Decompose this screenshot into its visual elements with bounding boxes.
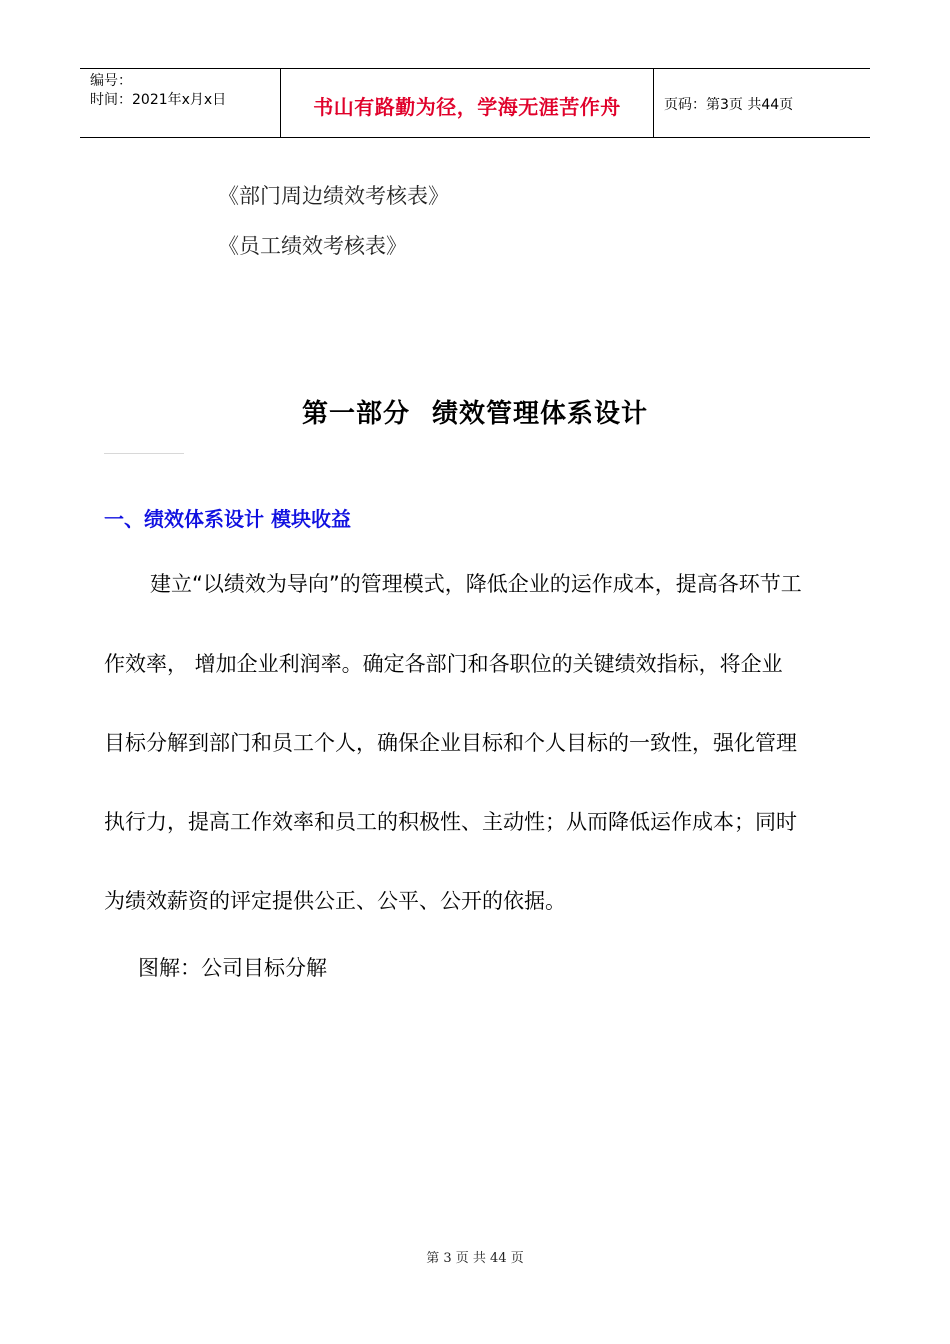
page-footer: 第 3 页 共 44 页 — [426, 1251, 524, 1266]
part-name: 绩效管理体系设计 — [432, 399, 649, 429]
section-heading: 一、绩效体系设计 模块收益 — [104, 507, 351, 531]
header-page-cell — [654, 69, 870, 137]
body-line-4: 执行力，提高工作效率和员工的积极性、主动性；从而降低运作成本；同时 — [104, 810, 797, 834]
header-motto-cell — [281, 69, 654, 137]
intro-item-dept-form: 《部门周边绩效考核表》 — [218, 184, 449, 208]
doc-date: 时间：2021年x月x日 — [90, 92, 227, 108]
header-meta-cell — [80, 69, 281, 137]
header-motto: 书山有路勤为径，学海无涯苦作舟 — [313, 95, 621, 119]
doc-number-label: 编号： — [90, 73, 132, 89]
body-line-1: 建立“以绩效为导向”的管理模式，降低企业的运作成本，提高各环节工 — [150, 572, 802, 596]
intro-item-employee-form: 《员工绩效考核表》 — [218, 234, 407, 258]
part-number: 第一部分 — [301, 399, 410, 429]
body-line-5: 为绩效薪资的评定提供公正、公平、公开的依据。 — [104, 889, 566, 913]
body-line-2: 作效率， 增加企业利润率。确定各部门和各职位的关键绩效指标，将企业 — [104, 652, 783, 676]
part-title — [0, 393, 950, 430]
divider — [104, 453, 184, 454]
figure-caption: 图解：公司目标分解 — [138, 956, 327, 980]
page-header — [80, 68, 870, 138]
body-line-3: 目标分解到部门和员工个人，确保企业目标和个人目标的一致性，强化管理 — [104, 731, 797, 755]
header-page-info: 页码：第3页 共44页 — [664, 97, 794, 113]
